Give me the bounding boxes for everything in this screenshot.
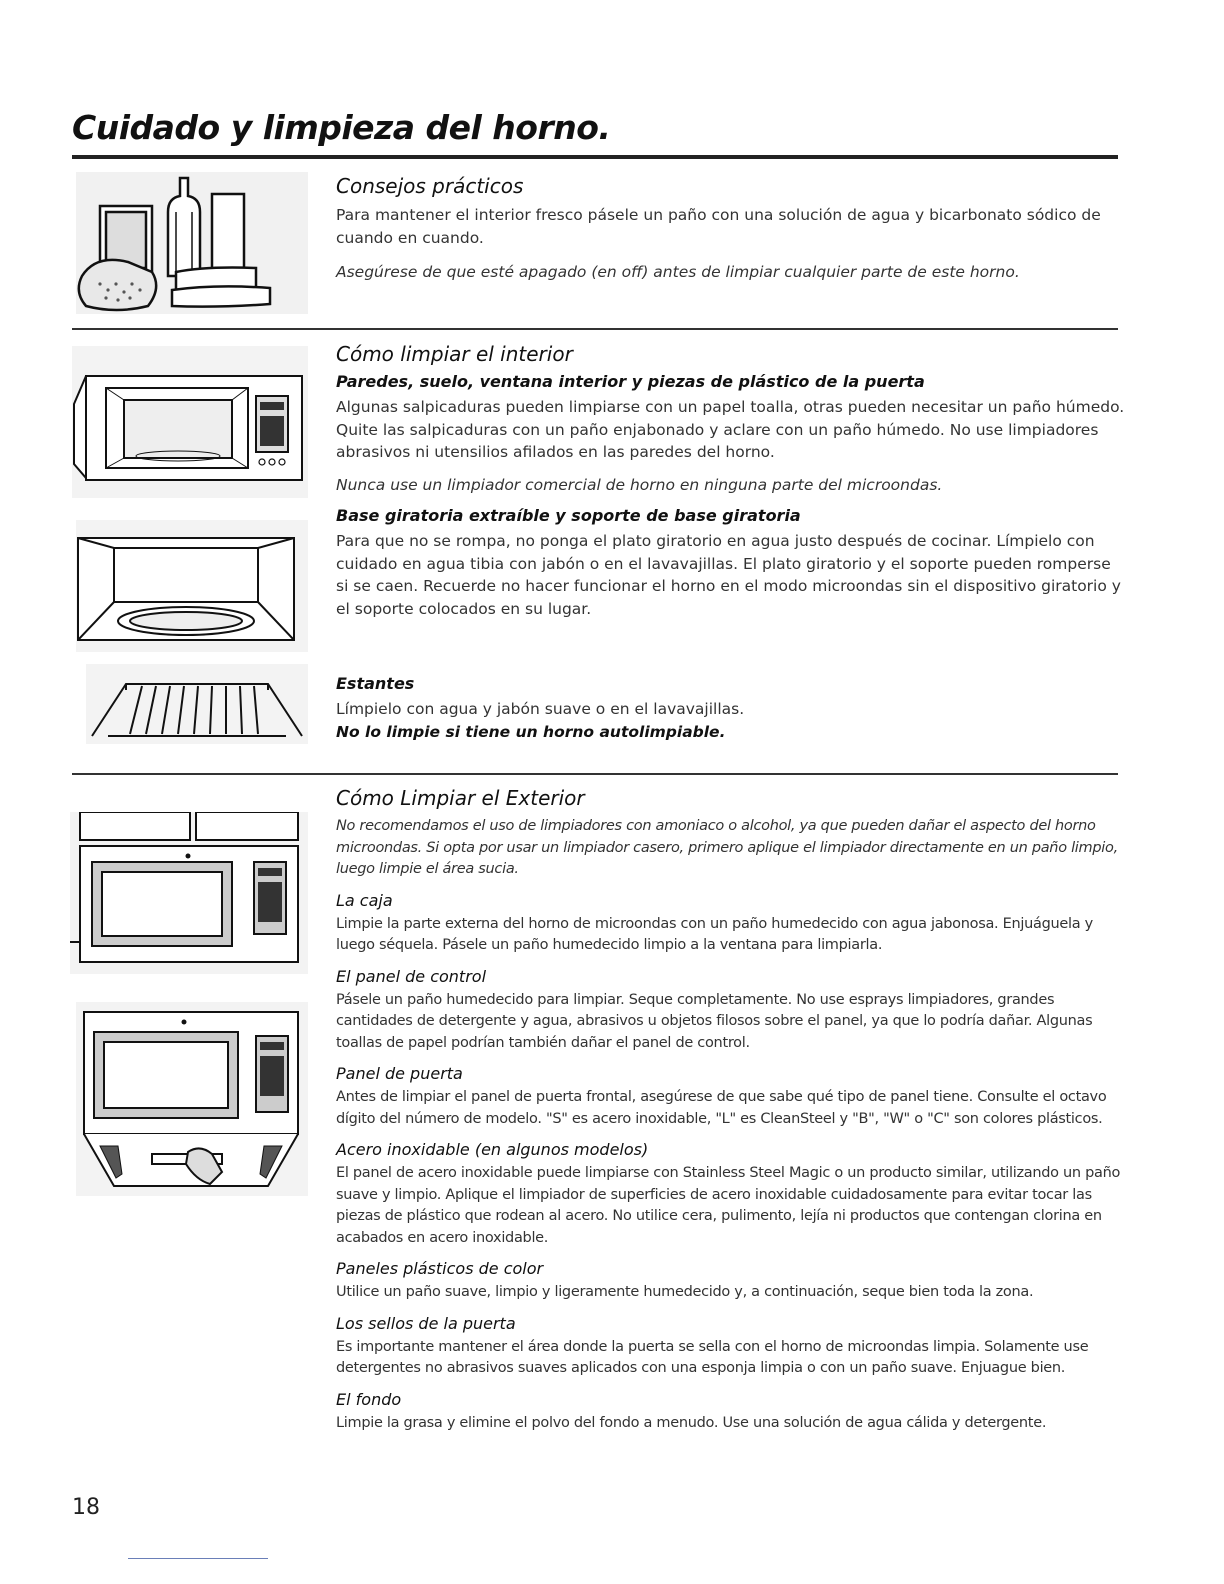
open-microwave-illustration: [72, 346, 308, 498]
footer-line: [128, 1558, 268, 1559]
section-heading: Cómo limpiar el interior: [336, 342, 573, 366]
paragraph: Límpielo con agua y jabón suave o en el lavavajillas.: [336, 700, 745, 718]
paragraph: Limpie la grasa y elimine el polvo del fondo a menudo. Use una solución de agua cálida y detergente.: [336, 1414, 1047, 1431]
subheading: Paredes, suelo, ventana interior y piezas de plástico de la puerta: [336, 372, 925, 391]
page-title: Cuidado y limpieza del horno.: [72, 108, 611, 147]
section-divider: [72, 328, 1118, 330]
note: Asegúrese de que esté apagado (en off) antes de limpiar cualquier parte de este horno.: [336, 263, 1020, 281]
subheading: El fondo: [336, 1389, 402, 1409]
paragraph: Limpie la parte externa del horno de microondas con un paño humedecido con agua jabonosa. Enjuáguela y luego séquela. Pásele un paño humedecido limpio a la ventana para limpiarla.: [336, 915, 1093, 953]
subheading: Panel de puerta: [336, 1064, 463, 1083]
section-heading: Cómo Limpiar el Exterior: [336, 786, 585, 810]
page-number: 18: [72, 1495, 100, 1520]
subheading: El panel de control: [336, 966, 487, 986]
paragraph: Algunas salpicaduras pueden limpiarse con un papel toalla, otras pueden necesitar un paño húmedo. Quite las salpicaduras con un paño enjabonado y aclare con un paño húmedo. No use limpiadores abrasivos ni utensilios afilados en las paredes del horno.: [336, 398, 1125, 461]
section-exterior: [336, 786, 1126, 1434]
section-heading: Consejos prácticos: [336, 174, 524, 198]
installed-microwave-illustration: [70, 812, 308, 974]
paragraph: El panel de acero inoxidable puede limpiarse con Stainless Steel Magic o un producto similar, utilizando un paño suave y limpio. Aplique el limpiador de superficies de acero inoxidable cuidadosamente para evitar tocar las piezas de plástico que rodean al acero. No utilice cera, pulimento, lejía ni productos que contengan clorina en acabados en acero inoxidable.: [336, 1165, 1121, 1246]
intro-note: No recomendamos el uso de limpiadores con amoniaco o alcohol, ya que pueden dañar el aspecto del horno microondas. Si opta por usar un limpiador casero, primero aplique el limpiador directamente en un paño limpio, luego limpie el área sucia.: [336, 818, 1118, 877]
subheading: Acero inoxidable (en algunos modelos): [336, 1140, 649, 1159]
subheading: Paneles plásticos de color: [336, 1259, 544, 1278]
title-rule: [72, 155, 1118, 159]
warning: No lo limpie si tiene un horno autolimpiable.: [336, 722, 726, 741]
paragraph: Pásele un paño humedecido para limpiar. Seque completamente. No use esprays limpiadores, grandes cantidades de detergente y agua, abrasivos u objetos filosos sobre el panel, ya que lo podría dañar. Algunas toallas de papel podrían también dañar el panel de control.: [336, 991, 1093, 1051]
subheading: La caja: [336, 890, 393, 910]
section-divider: [72, 773, 1118, 775]
paragraph: Es importante mantener el área donde la puerta se sella con el horno de microondas limpia. Solamente use detergentes no abrasivos suaves aplicados con una esponja limpia o con un paño suave. Enjuague bien.: [336, 1338, 1089, 1376]
paragraph: Antes de limpiar el panel de puerta frontal, asegúrese de que sabe qué tipo de panel tiene. Consulte el octavo dígito del número de modelo. "S" es acero inoxidable, "L" es CleanSteel y "B", "W" o "C" son colores plásticos.: [336, 1089, 1107, 1127]
wiping-microwave-illustration: [76, 1002, 308, 1196]
subheading: Base giratoria extraíble y soporte de base giratoria: [336, 506, 801, 525]
section-consejos: [336, 174, 1126, 284]
subheading: Los sellos de la puerta: [336, 1313, 516, 1333]
turntable-illustration: [76, 520, 308, 652]
oven-rack-illustration: [86, 664, 308, 744]
section-shelves: [336, 674, 1126, 743]
paragraph: Para mantener el interior fresco pásele un paño con una solución de agua y bicarbonato sódico de cuando en cuando.: [336, 206, 1101, 247]
section-interior: [336, 342, 1126, 620]
paragraph: Para que no se rompa, no ponga el plato giratorio en agua justo después de cocinar. Límpielo con cuidado en agua tibia con jabón o en el lavavajillas. El plato giratorio y el soporte pueden romperse si se caen. Recuerde no hacer funcionar el horno en el modo microondas sin el dispositivo giratorio y el soporte colocados en su lugar.: [336, 532, 1121, 618]
cleaning-supplies-illustration: [76, 172, 308, 314]
subheading: Estantes: [336, 674, 415, 693]
paragraph: Utilice un paño suave, limpio y ligeramente humedecido y, a continuación, seque bien toda la zona.: [336, 1284, 1034, 1300]
note: Nunca use un limpiador comercial de horno en ninguna parte del microondas.: [336, 475, 943, 494]
